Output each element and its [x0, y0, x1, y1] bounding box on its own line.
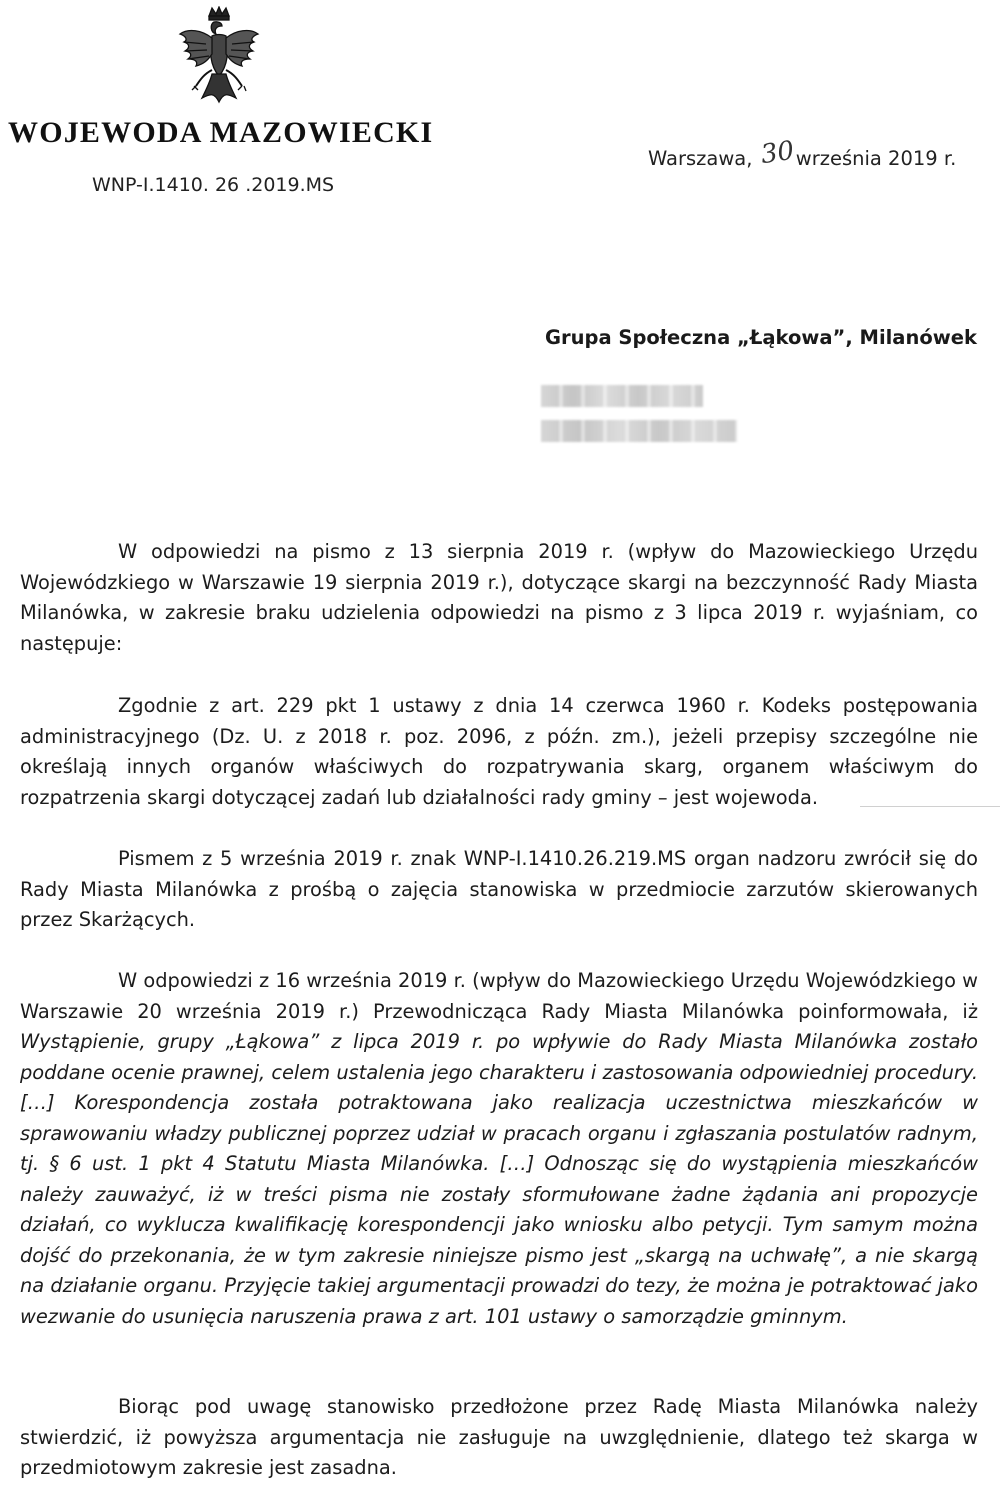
paragraph-3: [20, 844, 978, 936]
authority-title: WOJEWODA MAZOWIECKI: [8, 116, 434, 149]
paragraph-4-quote: Wystąpienie, grupy „Łąkowa” z lipca 2019 r. po wpływie do Rady Miasta Milanówka zostało poddane ocenie prawnej, celem ustalenia jego charakteru i zastosowania odpowiedniej procedury. […] Korespondencja została potraktowana jako realizacja uczestnictwa mieszkańców w sprawowaniu władzy publicznej poprzez udział w pracach organu i zgłaszania postulatów radnym, tj. § 6 ust. 1 pkt 4 Statutu Miasta Milanówka. […] Odnosząc się do wystąpienia mieszkańców należy zauważyć, iż w treści pisma nie zostały sformułowane żadne żądania ani propozycje działań, co wyklucza kwalifikację korespondencji jako wniosku albo petycji. Tym samym można dojść do przekonania, że w tym zakresie niniejsze pismo jest „skargą na uchwałę”, a nie skargą na działanie organu. Przyjęcie takiej argumentacji prowadzi do tezy, że można je potraktować jako wezwanie do usunięcia naruszenia prawa z art. 101 ustawy o samorządzie gminnym.: [20, 1030, 978, 1328]
redacted-address-line-2: [541, 420, 737, 442]
paragraph-1: [20, 537, 978, 659]
eagle-emblem-icon: [176, 6, 262, 110]
date-rest: września 2019 r.: [795, 147, 957, 170]
recipient-name: Grupa Społeczna „Łąkowa”, Milanówek: [545, 326, 977, 349]
date-line: [648, 135, 957, 172]
paragraph-4: [20, 966, 978, 1332]
date-city: Warszawa,: [648, 147, 753, 170]
date-day-handwritten: 30: [758, 135, 796, 171]
paragraph-2: [20, 691, 978, 813]
paragraph-4-text: W odpowiedzi z 16 września 2019 r. (wpływ do Mazowieckiego Urzędu Wojewódzkiego w Warszawie 20 września 2019 r.) Przewodnicząca Rady Miasta Milanówka poinformowała, iż: [20, 969, 978, 1023]
scan-artifact-line: [860, 806, 1000, 807]
paragraph-5: [20, 1392, 978, 1484]
redacted-address-line-1: [541, 385, 703, 407]
paragraph-2-text: Zgodnie z art. 229 pkt 1 ustawy z dnia 14 czerwca 1960 r. Kodeks postępowania administracyjnego (Dz. U. z 2018 r. poz. 2096, z późn. zm.), jeżeli przepisy szczególne nie określają innych organów właściwych do rozpatrywania skarg, organem właściwym do rozpatrzenia skargi dotyczącej zadań lub działalności rady gminy – jest wojewoda.: [20, 694, 978, 809]
paragraph-3-text: Pismem z 5 września 2019 r. znak WNP-I.1410.26.219.MS organ nadzoru zwrócił się do Rady Miasta Milanówka z prośbą o zajęcia stanowiska w przedmiocie zarzutów skierowanych przez Skarżących.: [20, 847, 978, 931]
reference-number: WNP-I.1410. 26 .2019.MS: [92, 174, 335, 196]
paragraph-5-text: Biorąc pod uwagę stanowisko przedłożone przez Radę Miasta Milanówka należy stwierdzić, iż powyższa argumentacja nie zasługuje na uwzględnienie, dlatego też skarga w przedmiotowym zakresie jest zasadna.: [20, 1395, 978, 1479]
paragraph-1-text: W odpowiedzi na pismo z 13 sierpnia 2019 r. (wpływ do Mazowieckiego Urzędu Wojewódzkiego w Warszawie 19 sierpnia 2019 r.), dotyczące skargi na bezczynność Rady Miasta Milanówka, w zakresie braku udzielenia odpowiedzi na pismo z 3 lipca 2019 r. wyjaśniam, co następuje:: [20, 540, 978, 655]
